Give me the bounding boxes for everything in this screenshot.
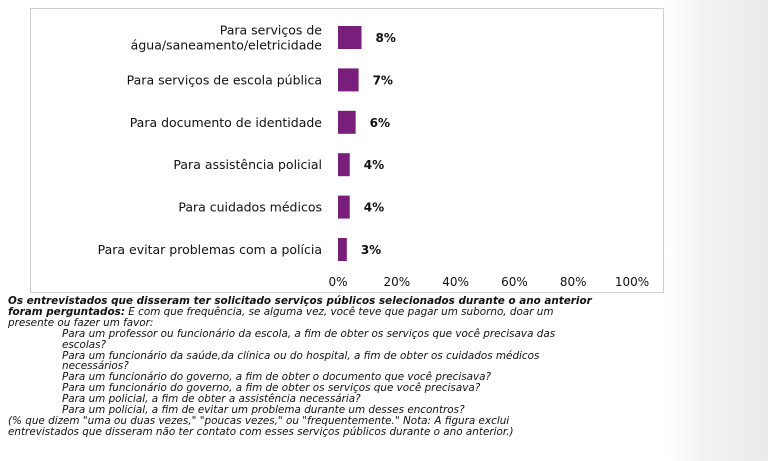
footnote-note-2: entrevistados que disseram não ter contato com esses serviços públicos durante o ano anterior.) bbox=[8, 425, 514, 438]
footnote-item: Para um professor ou funcionário da escola, a fim de obter os serviços que você precisava das bbox=[62, 327, 556, 340]
x-tick-label: 80% bbox=[559, 275, 587, 289]
footnote-item: Para um funcionário do governo, a fim de obter o documento que você precisava? bbox=[62, 371, 492, 384]
bar bbox=[338, 238, 347, 261]
footnote-item: Para um funcionário da saúde,da clínica ou do hospital, a fim de obter os cuidados médicos bbox=[62, 349, 540, 362]
data-label: 4% bbox=[363, 200, 385, 215]
data-label: 4% bbox=[363, 158, 385, 173]
category-label: Para serviços de água/saneamento/eletricidade bbox=[130, 22, 322, 53]
category-label: Para documento de identidade bbox=[129, 114, 322, 130]
footnote-note-1: (% que dizem "uma ou duas vezes," "poucas vezes," ou "frequentemente." Nota: A figura exclui bbox=[8, 414, 510, 427]
x-tick-label: 20% bbox=[383, 275, 411, 289]
bar bbox=[338, 68, 359, 91]
footnote-line-1: Os entrevistados que disseram ter solicitado serviços públicos selecionados durante o ano anterior bbox=[8, 295, 592, 307]
bar-chart bbox=[31, 9, 663, 292]
category-label: Para cuidados médicos bbox=[178, 199, 322, 215]
chart-panel bbox=[30, 8, 664, 293]
data-label: 3% bbox=[360, 243, 382, 257]
data-label: 6% bbox=[369, 115, 391, 130]
bar bbox=[338, 111, 356, 134]
data-label: 8% bbox=[375, 31, 396, 45]
footnote-item: escolas? bbox=[62, 338, 107, 351]
footnote-item: Para um policial, a fim de obter a assistência necessária? bbox=[62, 393, 361, 406]
x-tick-label: 40% bbox=[442, 275, 469, 289]
data-label: 7% bbox=[372, 73, 393, 88]
category-label: Para serviços de escola pública bbox=[126, 72, 322, 88]
category-label: Para assistência policial bbox=[173, 157, 322, 173]
bar bbox=[338, 26, 362, 49]
footnote-question: E com que frequência, se alguma vez, você teve que pagar um suborno, doar um bbox=[124, 305, 554, 318]
bar bbox=[338, 153, 350, 176]
footnote bbox=[8, 296, 748, 438]
footnote-line-3: presente ou fazer um favor: bbox=[8, 316, 154, 329]
x-tick-label: 100% bbox=[614, 275, 650, 289]
footnote-item: necessários? bbox=[62, 360, 129, 373]
x-tick-label: 60% bbox=[501, 275, 528, 289]
footnote-lead: foram perguntados: bbox=[8, 305, 125, 318]
x-tick-label: 0% bbox=[328, 275, 348, 289]
footnote-item: Para um policial, a fim de evitar um problema durante um desses encontros? bbox=[62, 404, 465, 417]
category-label: Para evitar problemas com a polícia bbox=[97, 242, 322, 257]
footnote-item: Para um funcionário do governo, a fim de obter os serviços que você precisava? bbox=[62, 382, 481, 395]
bar bbox=[338, 196, 350, 219]
